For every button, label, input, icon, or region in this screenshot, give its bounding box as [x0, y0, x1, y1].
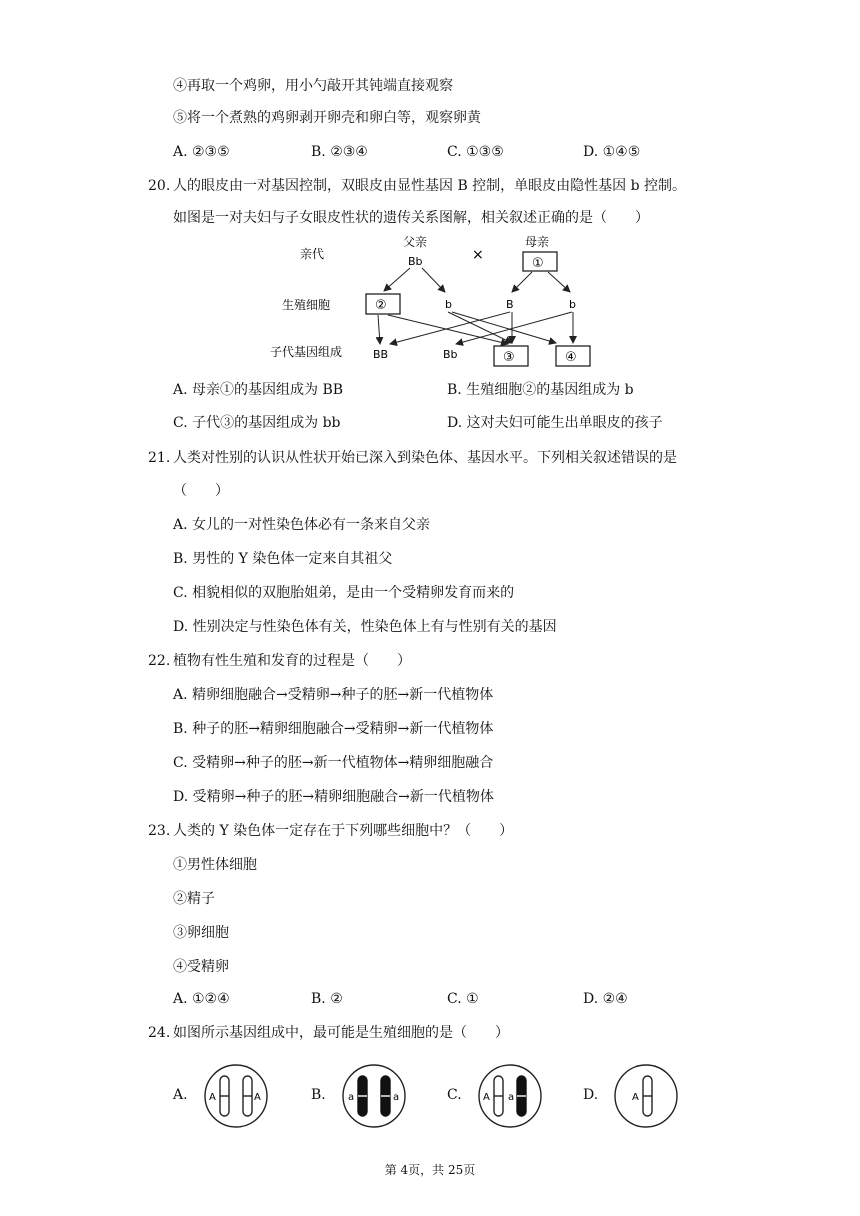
- q24-cell-b: [340, 1062, 408, 1130]
- child-box-3-label: ③: [503, 350, 515, 365]
- q20-option-c: C. 子代③的基因组成为 bb: [173, 415, 341, 431]
- mother-gamete-b: b: [569, 298, 576, 311]
- q23-item-1: ①男性体细胞: [173, 857, 257, 873]
- q24-option-c-label: C.: [447, 1087, 462, 1103]
- q23-option-c: C. ①: [447, 991, 479, 1007]
- q21-stem-line1: 人类对性别的认识从性状开始已深入到染色体、基因水平。下列相关叙述错误的是: [173, 450, 677, 466]
- q23-option-b: B. ②: [311, 991, 343, 1007]
- gene-label: A: [209, 1092, 216, 1103]
- child-BB: BB: [373, 348, 389, 361]
- gene-label: a: [508, 1092, 515, 1103]
- q23-item-2: ②精子: [173, 891, 215, 907]
- gene-label: A: [632, 1092, 639, 1103]
- cross-symbol: ×: [472, 247, 484, 263]
- q21-option-c: C. 相貌相似的双胞胎姐弟，是由一个受精卵发育而来的: [173, 585, 515, 601]
- q24-stem: 如图所示基因组成中，最可能是生殖细胞的是（ ）: [173, 1025, 509, 1041]
- q24-cell-c: [476, 1062, 544, 1130]
- gene-label: a: [393, 1092, 400, 1103]
- q20-option-a: A. 母亲①的基因组成为 BB: [173, 382, 344, 398]
- father-gamete-b: b: [445, 298, 452, 311]
- gamete-box-2-label: ②: [375, 298, 387, 313]
- q20-option-d: D. 这对夫妇可能生出单眼皮的孩子: [447, 415, 663, 431]
- q21-number: 21.: [148, 450, 171, 466]
- q19-item-5: ⑤将一个煮熟的鸡卵剥开卵壳和卵白等，观察卵黄: [173, 110, 481, 126]
- mother-gamete-B: B: [506, 298, 514, 311]
- q22-stem: 植物有性生殖和发育的过程是（ ）: [173, 653, 411, 669]
- child-box-4-label: ④: [565, 350, 577, 365]
- q19-option-b: B. ②③④: [311, 144, 368, 160]
- father-label: 父亲: [403, 235, 428, 249]
- q24-cell-d: [612, 1062, 680, 1130]
- row-label-gamete: 生殖细胞: [282, 298, 331, 312]
- gene-label: A: [254, 1092, 261, 1103]
- q21-option-d: D. 性别决定与性染色体有关，性染色体上有与性别有关的基因: [173, 619, 557, 635]
- page-footer: 第 4页，共 25页: [384, 1163, 476, 1177]
- q22-option-b: B. 种子的胚→精卵细胞融合→受精卵→新一代植物体: [173, 721, 494, 737]
- q19-option-c: C. ①③⑤: [447, 144, 504, 160]
- mother-box-label: ①: [532, 256, 544, 271]
- q19-option-a: A. ②③⑤: [173, 144, 230, 160]
- q24-number: 24.: [148, 1025, 171, 1041]
- q22-option-a: A. 精卵细胞融合→受精卵→种子的胚→新一代植物体: [173, 687, 494, 703]
- row-label-parent: 亲代: [300, 247, 325, 261]
- mother-label: 母亲: [525, 235, 550, 249]
- q24-cell-a: [202, 1062, 270, 1130]
- row-label-child: 子代基因组成: [270, 345, 343, 359]
- child-Bb: Bb: [443, 348, 458, 361]
- q22-option-c: C. 受精卵→种子的胚→新一代植物体→精卵细胞融合: [173, 755, 494, 771]
- q24-option-b-label: B.: [311, 1087, 326, 1103]
- q19-option-d: D. ①④⑤: [583, 144, 641, 160]
- q23-item-4: ④受精卵: [173, 959, 229, 975]
- gene-label: a: [348, 1092, 355, 1103]
- q23-option-d: D. ②④: [583, 991, 628, 1007]
- q23-stem: 人类的 Y 染色体一定存在于下列哪些细胞中？（ ）: [173, 823, 514, 839]
- q23-option-a: A. ①②④: [173, 991, 230, 1007]
- q24-option-d-label: D.: [583, 1087, 599, 1103]
- q21-option-b: B. 男性的 Y 染色体一定来自其祖父: [173, 551, 393, 567]
- q23-item-3: ③卵细胞: [173, 925, 229, 941]
- q21-stem-line2: （ ）: [173, 483, 229, 499]
- q21-option-a: A. 女儿的一对性染色体必有一条来自父亲: [173, 517, 431, 533]
- q20-stem-line1: 人的眼皮由一对基因控制，双眼皮由显性基因 B 控制，单眼皮由隐性基因 b 控制。: [173, 178, 687, 194]
- q20-option-b: B. 生殖细胞②的基因组成为 b: [447, 382, 634, 398]
- q22-option-d: D. 受精卵→种子的胚→精卵细胞融合→新一代植物体: [173, 789, 494, 805]
- q19-item-4: ④再取一个鸡卵，用小勺敲开其钝端直接观察: [173, 78, 453, 94]
- father-genotype: Bb: [408, 255, 423, 268]
- q20-number: 20.: [148, 178, 171, 194]
- q22-number: 22.: [148, 653, 171, 669]
- inheritance-diagram: [270, 232, 600, 372]
- q23-number: 23.: [148, 823, 171, 839]
- gene-label: A: [483, 1092, 490, 1103]
- q20-stem-line2: 如图是一对夫妇与子女眼皮性状的遗传关系图解，相关叙述正确的是（ ）: [173, 210, 649, 226]
- q24-option-a-label: A.: [173, 1087, 188, 1103]
